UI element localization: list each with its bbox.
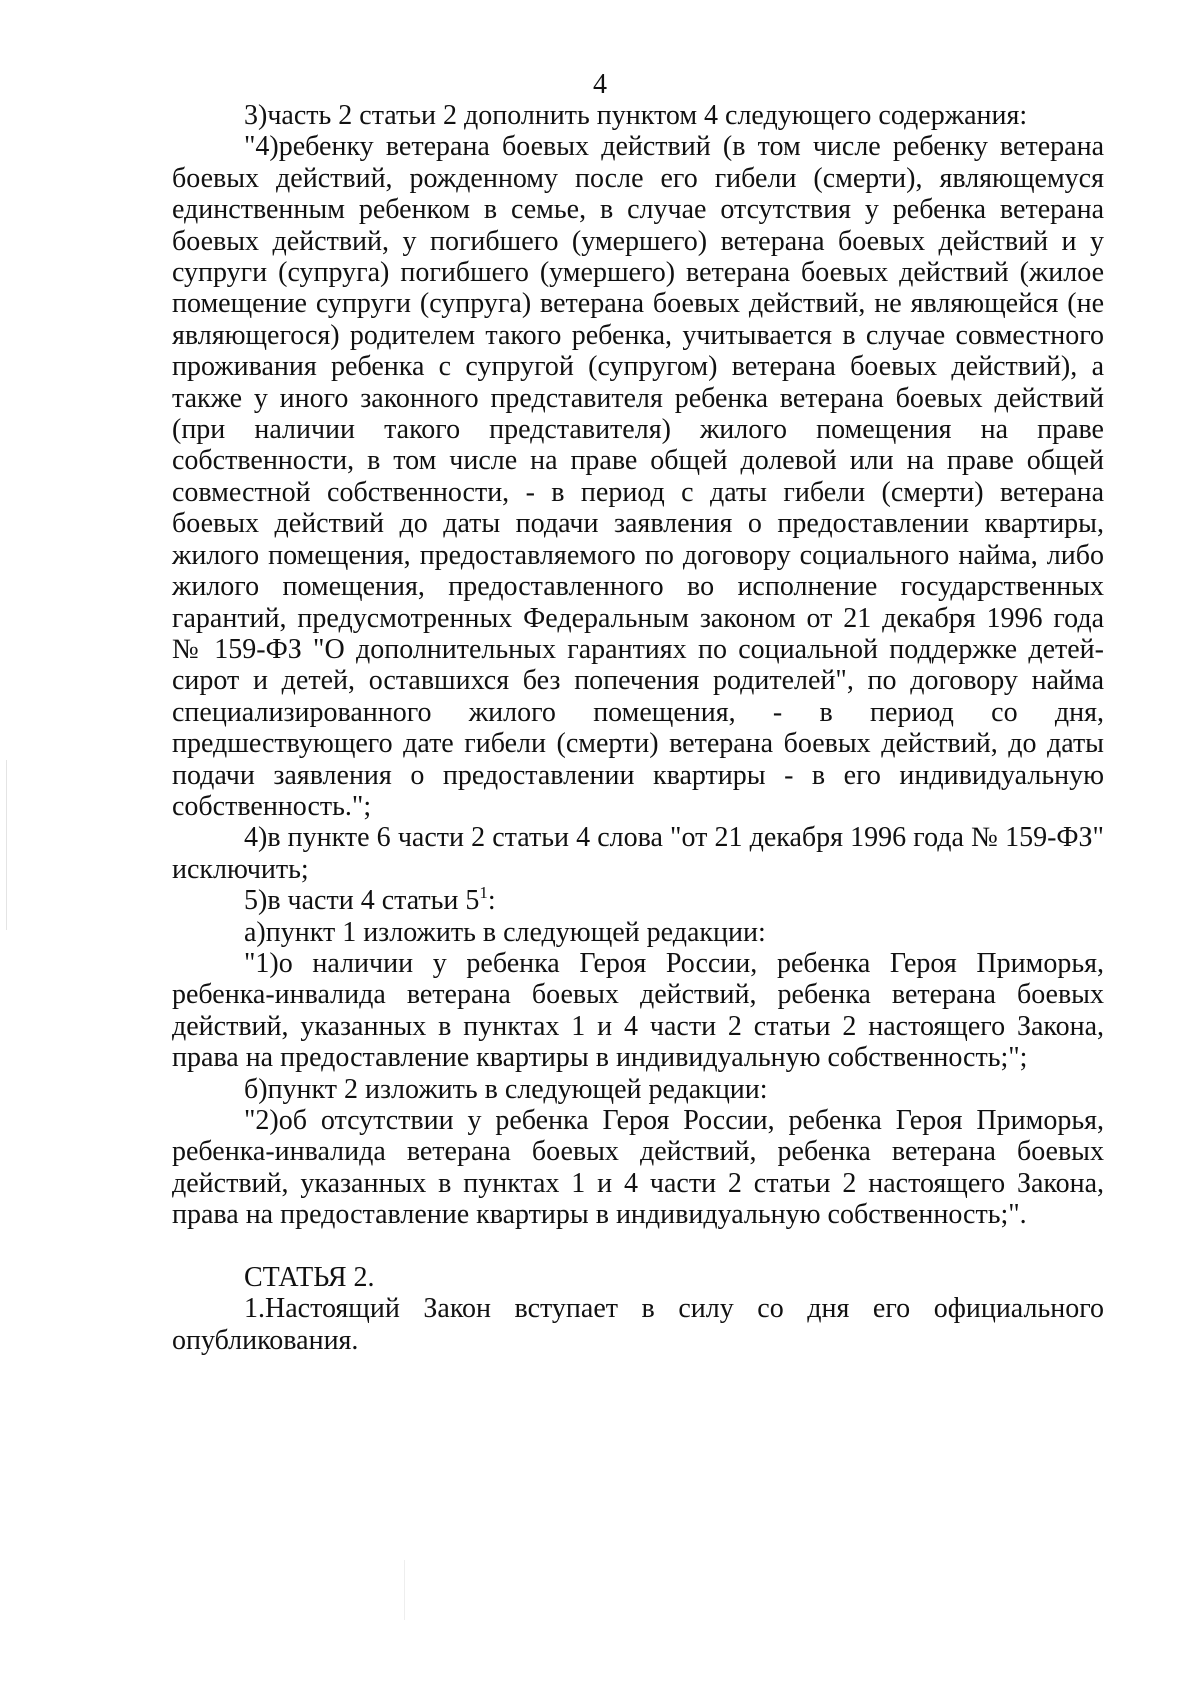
paragraph-item-5 — [172, 885, 1104, 916]
article-text: 1.Настоящий Закон вступает в силу со дня его официального опубликования. — [172, 1293, 1104, 1356]
paragraph-subitem-a: а)пункт 1 изложить в следующей редакции: — [244, 916, 766, 948]
scan-artifact-line — [6, 760, 7, 930]
paragraph-subitem-a-text: "1)о наличии у ребенка Героя России, ребенка Героя Приморья, ребенка-инвалида ветерана боевых действий, ребенка ветерана боевых действий, указанных в пунктах 1 и 4 части 2 статьи 2 настоящего Закона, права на предоставление квартиры в индивидуальную собственность;"; — [172, 947, 1104, 1074]
paragraph-item-4-amend: 4)в пункте 6 части 2 статьи 4 слова "от 21 декабря 1996 года № 159-ФЗ" исключить; — [172, 822, 1104, 885]
paragraph-subitem-b: б)пункт 2 изложить в следующей редакции: — [244, 1073, 768, 1105]
document-body — [172, 100, 1104, 1356]
paragraph-subitem-b-text: "2)об отсутствии у ребенка Героя России, ребенка Героя Приморья, ребенка-инвалида ветерана боевых действий, ребенка ветерана боевых действий, указанных в пунктах 1 и 4 части 2 статьи 2 настоящего Закона, права на предоставление квартиры в индивидуальную собственность;". — [172, 1105, 1104, 1231]
spacer — [172, 1231, 1104, 1262]
item-5-text: 5)в части 4 статьи 5 — [244, 885, 480, 917]
item-5-superscript: 1 — [479, 883, 488, 903]
article-heading: СТАТЬЯ 2. — [244, 1262, 375, 1294]
paragraph-item-3: 3)часть 2 статьи 2 дополнить пунктом 4 следующего содержания: — [244, 100, 1028, 131]
page-number: 4 — [593, 69, 607, 100]
paragraph-item-4-text: "4)ребенку ветерана боевых действий (в том числе ребенку ветерана боевых действий, рожденному после его гибели (смерти), являющемуся единственным ребенком в семье, в случае отсутствия у ребенка ветерана боевых действий, у погибшего (умершего) ветерана боевых действий и у супруги (супруга) погибшего (умершего) ветерана боевых действий (жилое помещение супруги (супруга) ветерана боевых действий, не являющейся (не являющегося) родителем такого ребенка, учитывается в случае совместного проживания ребенка с супругой (супругом) ветерана боевых действий), а также у иного законного представителя ребенка ветерана боевых действий (при наличии такого представителя) жилого помещения на праве собственности, в том числе на праве общей долевой или на праве общей совместной собственности, - в период с даты гибели (смерти) ветерана боевых действий до даты подачи заявления о предоставлении квартиры, жилого помещения, предоставляемого по договору социального найма, либо жилого помещения, предоставленного во исполнение государственных гарантий, предусмотренных Федеральным законом от 21 декабря 1996 года № 159-ФЗ "О дополнительных гарантиях по социальной поддержке детей-сирот и детей, оставшихся без попечения родителей", по договору найма специализированного жилого помещения, - в период со дня, предшествующего дате гибели (смерти) ветерана боевых действий, до даты подачи заявления о предоставлении квартиры - в его индивидуальную собственность."; — [172, 131, 1104, 822]
item-5-tail: : — [487, 885, 496, 917]
scan-artifact-line — [404, 1560, 405, 1620]
